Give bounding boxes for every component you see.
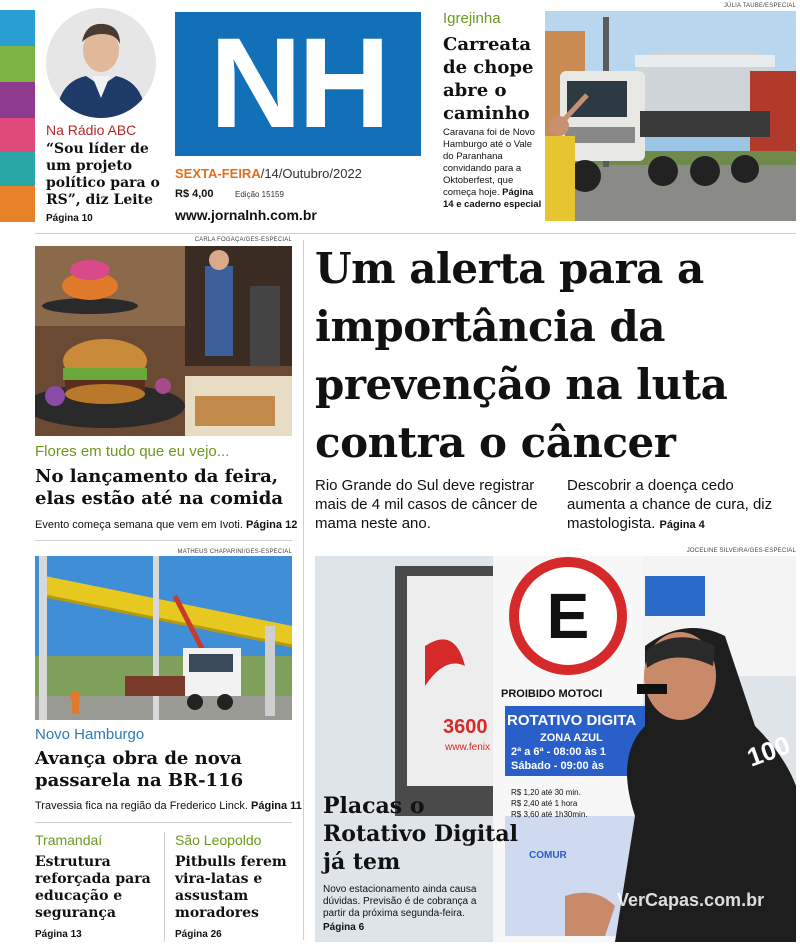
sign-line1: 2ª a 6ª - 08:00 às 1 bbox=[511, 746, 606, 758]
saoleopoldo-kicker: São Leopoldo bbox=[175, 832, 262, 848]
leite-portrait bbox=[46, 8, 156, 118]
bottom-col-divider bbox=[164, 832, 165, 942]
rotativo-page: Página 6 bbox=[323, 922, 365, 933]
lead-deck-right-text: Descobrir a doença cedo aumenta a chance de cura, diz mastologista. bbox=[567, 477, 773, 532]
top-divider bbox=[35, 233, 796, 234]
shirt-text: 100 bbox=[743, 729, 795, 773]
saoleopoldo-page: Página 26 bbox=[175, 929, 222, 940]
chope-truck-photo bbox=[545, 11, 796, 221]
lead-headline: Um alerta para a importância da prevenção na luta contra o câncer bbox=[315, 244, 728, 467]
column-divider bbox=[303, 240, 304, 940]
igrejinha-body bbox=[443, 127, 543, 211]
flores-text: Evento começa semana que vem em Ivoti. bbox=[35, 519, 243, 531]
color-strip-1 bbox=[0, 10, 35, 46]
vercapas-watermark: VerCapas.com.br bbox=[617, 890, 765, 910]
edition-weekday: SEXTA-FEIRA bbox=[175, 166, 261, 181]
igrejinha-headline: Carreata de chope abre o caminho bbox=[443, 34, 534, 124]
passarela-credit: MATHEUS CHAPARINI/GES-ESPECIAL bbox=[177, 549, 292, 555]
tramandai-page: Página 13 bbox=[35, 929, 82, 940]
color-strip-4 bbox=[0, 118, 35, 152]
sign-price1: R$ 1,20 até 30 min. bbox=[511, 788, 581, 797]
rotativo-headline: Placas o Rotativo Digital já tem bbox=[323, 793, 518, 875]
sign-zone: ZONA AZUL bbox=[540, 732, 603, 744]
shop-url: www.fenix bbox=[445, 742, 491, 753]
igrejinha-page: Página 14 e caderno especial bbox=[443, 187, 542, 210]
sign-letter: E bbox=[546, 580, 590, 652]
edition-day bbox=[175, 166, 362, 181]
sign-brand: COMUR bbox=[529, 850, 567, 861]
flores-body bbox=[35, 519, 297, 531]
igrejinha-kicker: Igrejinha bbox=[443, 10, 501, 27]
rotativo-credit: JOCELINE SILVEIRA/GES-ESPECIAL bbox=[686, 548, 796, 554]
rotativo-body: Novo estacionamento ainda causa dúvidas. Previsão é de cobrança a partir da próxima segunda-feira. bbox=[323, 884, 477, 919]
sign-price3: R$ 3,60 até 1h30min. bbox=[511, 810, 588, 819]
nh-logo: NH bbox=[175, 12, 421, 156]
left-divider-1 bbox=[35, 540, 292, 541]
radio-page: Página 10 bbox=[46, 213, 93, 224]
passarela-photo bbox=[35, 556, 292, 720]
flores-credit: CARLA FOGAÇA/GES-ESPECIAL bbox=[194, 237, 292, 243]
sign-price2: R$ 2,40 até 1 hora bbox=[511, 799, 578, 808]
sign-line2: Sábado - 09:00 às bbox=[511, 760, 604, 772]
passarela-text: Travessia fica na região da Frederico Linck. bbox=[35, 800, 248, 812]
website-link[interactable]: www.jornalnh.com.br bbox=[175, 207, 317, 223]
flores-burger-photo bbox=[35, 246, 292, 436]
flores-headline: No lançamento da feira, elas estão até na comida bbox=[35, 466, 284, 509]
sign-proibido: PROIBIDO MOTOCI bbox=[501, 688, 603, 700]
flores-kicker: Flores em tudo que eu vejo... bbox=[35, 443, 230, 460]
saoleopoldo-headline: Pitbulls ferem vira-latas e assustam moradores bbox=[175, 854, 287, 921]
lead-deck-right bbox=[567, 476, 795, 535]
passarela-page: Página 11 bbox=[251, 800, 302, 812]
igrejinha-credit: JÚLIA TAUBE/ESPECIAL bbox=[723, 3, 796, 9]
passarela-headline: Avança obra de nova passarela na BR-116 bbox=[35, 748, 244, 791]
edition-number: Edição 15159 bbox=[235, 190, 284, 199]
color-strip-6 bbox=[0, 186, 35, 222]
sign-title: ROTATIVO DIGITA bbox=[507, 712, 637, 729]
tramandai-kicker: Tramandaí bbox=[35, 832, 103, 848]
color-strip-2 bbox=[0, 46, 35, 82]
tramandai-headline: Estrutura reforçada para educação e segurança bbox=[35, 854, 151, 921]
radio-kicker: Na Rádio ABC bbox=[46, 122, 137, 138]
flores-page: Página 12 bbox=[245, 519, 298, 531]
color-strip-3 bbox=[0, 82, 35, 118]
edition-price: R$ 4,00 bbox=[175, 188, 214, 200]
passarela-body bbox=[35, 800, 302, 812]
shop-phone: 3600 bbox=[443, 716, 488, 738]
edition-date: /14/Outubro/2022 bbox=[260, 166, 362, 181]
lead-deck-left: Rio Grande do Sul deve registrar mais de 4 mil casos de câncer de mama neste ano. bbox=[315, 477, 538, 532]
igrejinha-text: Caravana foi de Novo Hamburgo até o Vale do Paranhana convidando para a Oktoberfest, que começa hoje. bbox=[443, 127, 535, 198]
passarela-kicker: Novo Hamburgo bbox=[35, 726, 145, 743]
color-strip-5 bbox=[0, 152, 35, 186]
rotativo-photo bbox=[315, 556, 796, 942]
radio-quote: “Sou líder de um projeto político para o RS”, diz Leite bbox=[46, 141, 160, 208]
left-divider-2 bbox=[35, 822, 292, 823]
lead-deck-right-page: Página 4 bbox=[659, 519, 705, 531]
